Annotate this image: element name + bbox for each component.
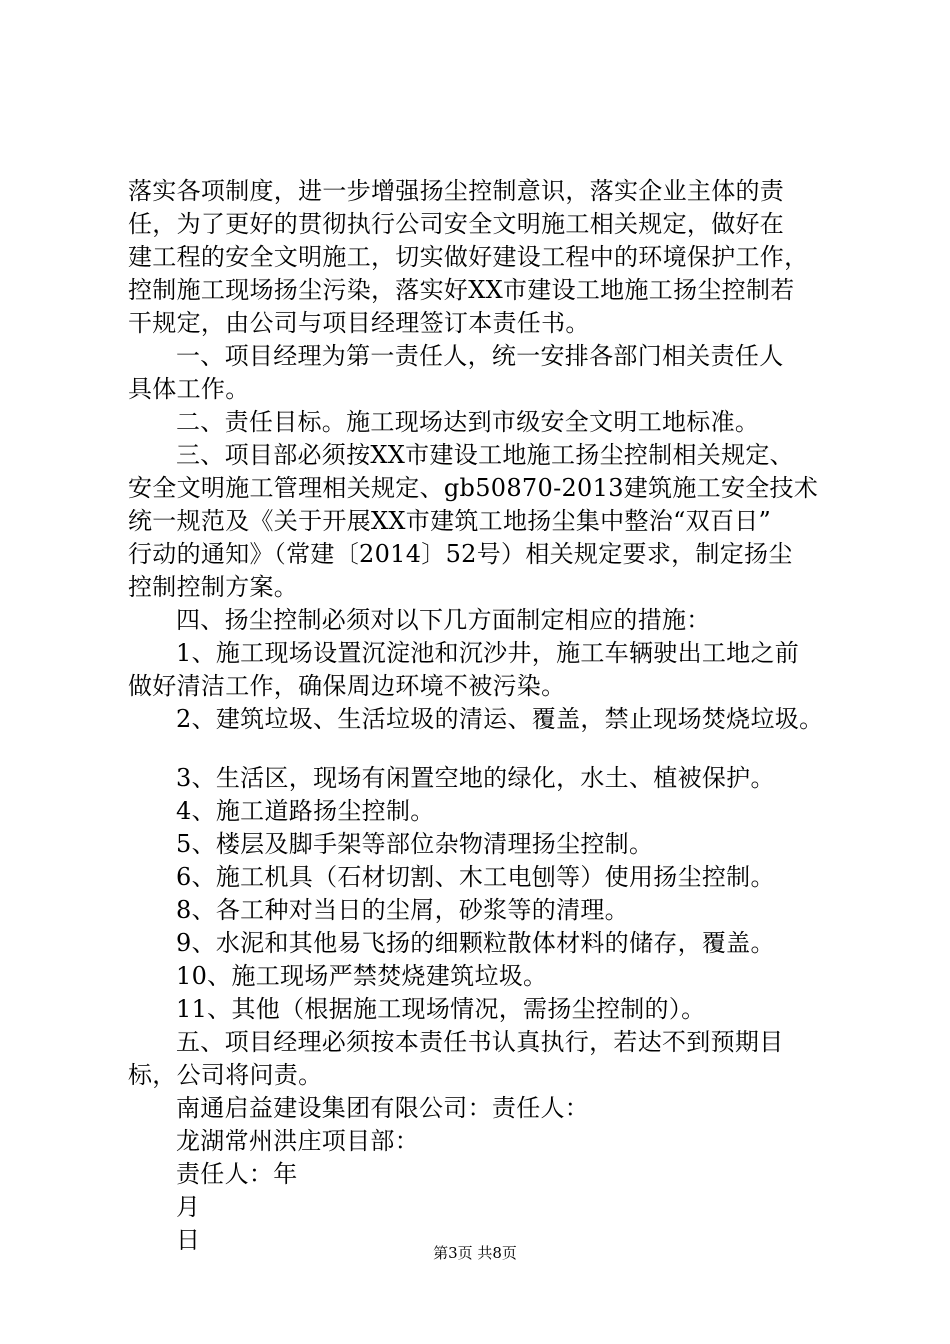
paragraph-line: 2、建筑垃圾、生活垃圾的清运、覆盖，禁止现场焚烧垃圾。 — [176, 705, 824, 733]
paragraph-line: 具体工作。 — [128, 375, 250, 403]
paragraph-line: 控制施工现场扬尘污染，落实好XX市建设工地施工扬尘控制若 — [128, 276, 795, 304]
paragraph-line: 任，为了更好的贯彻执行公司安全文明施工相关规定，做好在 — [128, 210, 785, 238]
signature-line: 南通启益建设集团有限公司：责任人： — [176, 1094, 590, 1122]
paragraph-line: 3、生活区，现场有闲置空地的绿化，水土、植被保护。 — [176, 764, 775, 792]
paragraph-line: 5、楼层及脚手架等部位杂物清理扬尘控制。 — [176, 830, 654, 858]
paragraph-line: 三、项目部必须按XX市建设工地施工扬尘控制相关规定、 — [176, 441, 794, 469]
paragraph-line: 安全文明施工管理相关规定、gb50870-2013建筑施工安全技术 — [128, 474, 819, 502]
paragraph-line: 干规定，由公司与项目经理签订本责任书。 — [128, 309, 590, 337]
page-footer: 第3页 共8页 — [433, 1244, 517, 1262]
paragraph-line: 11、其他（根据施工现场情况，需扬尘控制的）。 — [176, 995, 706, 1023]
paragraph-line: 建工程的安全文明施工，切实做好建设工程中的环境保护工作， — [128, 243, 809, 271]
signature-line: 龙湖常州洪庄项目部： — [176, 1127, 419, 1155]
paragraph-line: 控制控制方案。 — [128, 573, 299, 601]
paragraph-line: 行动的通知》（常建〔2014〕52号）相关规定要求，制定扬尘 — [128, 540, 793, 568]
paragraph-line: 标，公司将问责。 — [128, 1061, 323, 1089]
paragraph-line: 五、项目经理必须按本责任书认真执行，若达不到预期目 — [176, 1028, 784, 1056]
paragraph-line: 9、水泥和其他易飞扬的细颗粒散体材料的储存，覆盖。 — [176, 929, 775, 957]
signature-line: 日 — [176, 1226, 201, 1254]
paragraph-line: 8、各工种对当日的尘屑，砂浆等的清理。 — [176, 896, 629, 924]
paragraph-line: 1、施工现场设置沉淀池和沉沙井，施工车辆驶出工地之前 — [176, 639, 800, 667]
paragraph-line: 四、扬尘控制必须对以下几方面制定相应的措施： — [176, 606, 711, 634]
paragraph-line: 4、施工道路扬尘控制。 — [176, 797, 435, 825]
paragraph-line: 10、施工现场严禁焚烧建筑垃圾。 — [176, 962, 548, 990]
paragraph-line: 落实各项制度，进一步增强扬尘控制意识，落实企业主体的责 — [128, 177, 785, 205]
paragraph-line: 统一规范及《关于开展XX市建筑工地扬尘集中整治“双百日” — [128, 507, 772, 535]
paragraph-line: 6、施工机具（石材切割、木工电刨等）使用扬尘控制。 — [176, 863, 775, 891]
signature-line: 责任人：年 — [176, 1160, 298, 1188]
signature-line: 月 — [176, 1193, 201, 1221]
paragraph-line: 一、项目经理为第一责任人，统一安排各部门相关责任人 — [176, 342, 784, 370]
paragraph-line: 二、责任目标。施工现场达到市级安全文明工地标准。 — [176, 408, 760, 436]
paragraph-line: 做好清洁工作，确保周边环境不被污染。 — [128, 672, 566, 700]
